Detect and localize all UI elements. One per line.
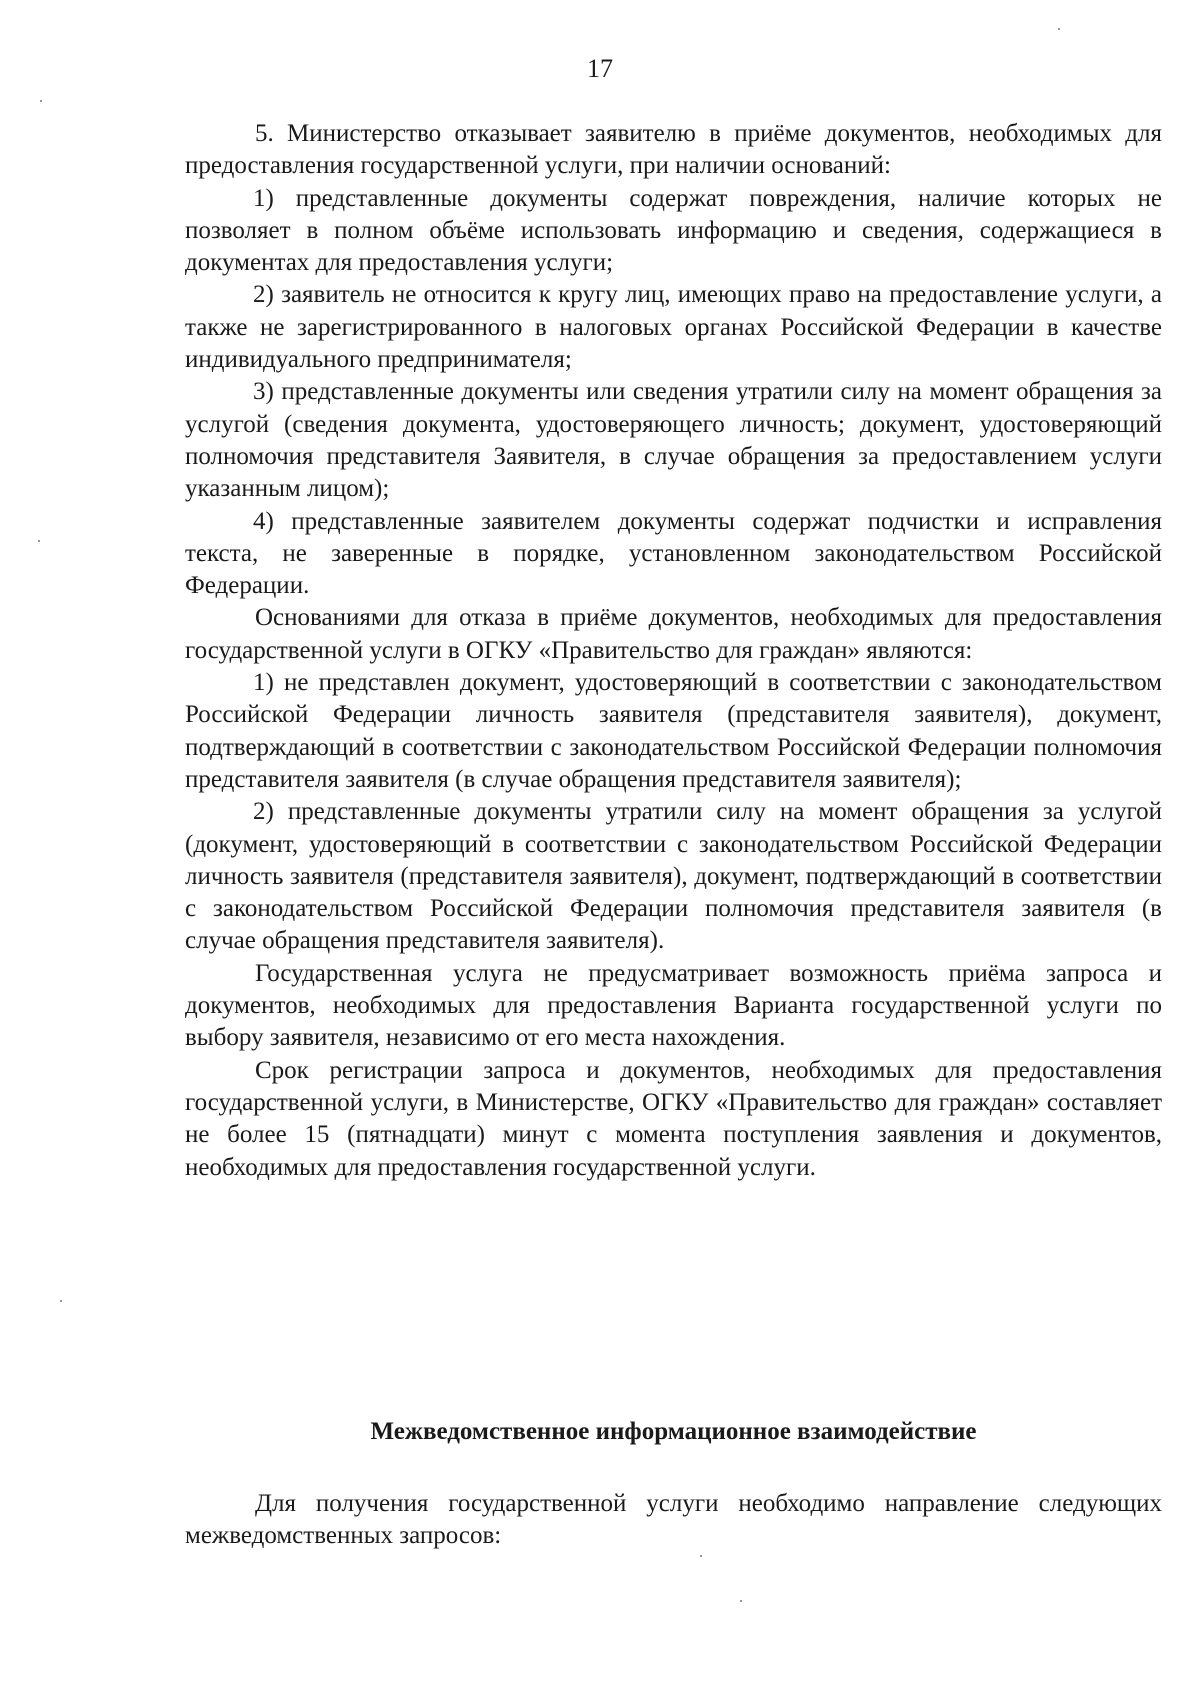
page-number: 17 — [587, 54, 613, 83]
paragraph-extraterritorial: Государственная услуга не предусматривает возможность приёма запроса и документов, необходимых для предоставления Варианта государственной услуги по выбору заявителя, независимо от его места нахождения. — [185, 959, 1162, 1052]
section-heading: Межведомственное информационное взаимодействие — [370, 1418, 977, 1445]
paragraph-interagency-requests: Для получения государственной услуги необходимо направление следующих межведомственных запросов: — [185, 1490, 1162, 1550]
scan-speck — [740, 1600, 742, 1602]
list-item: 2) заявитель не относится к кругу лиц, имеющих право на предоставление услуги, а также не зарегистрированного в налоговых органах Российской Федерации в качестве индивидуального предпринимателя; — [185, 281, 1162, 374]
scan-speck — [60, 1300, 62, 1302]
list-item: 1) не представлен документ, удостоверяющий в соответствии с законодательством Российской Федерации личность заявителя (представителя заявителя), документ, подтверждающий в соответствии с законодательством Российской Федерации полномочия представителя заявителя (в случае обращения представителя заявителя); — [185, 669, 1162, 793]
paragraph-registration-term: Срок регистрации запроса и документов, необходимых для предоставления государственной услуги, в Министерстве, ОГКУ «Правительство для граждан» составляет не более 15 (пятнадцати) минут с момента поступления заявления и документов, необходимых для предоставления государственной услуги. — [185, 1056, 1162, 1181]
paragraph-refusal-grounds: 5. Министерство отказывает заявителю в приёме документов, необходимых для предоставления государственной услуги, при наличии оснований: — [185, 120, 1162, 180]
list-item: 2) представленные документы утратили силу на момент обращения за услугой (документ, удостоверяющий в соответствии с законодательством Российской Федерации личность заявителя (представителя заявителя), документ, подтверждающий в соответствии с законодательством Российской Федерации полномочия представителя заявителя (в случае обращения представителя заявителя). — [185, 798, 1162, 955]
scan-speck — [1058, 28, 1060, 30]
scan-speck — [38, 540, 40, 542]
paragraph-ogku-grounds: Основаниями для отказа в приёме документов, необходимых для предоставления государственной услуги в ОГКУ «Правительство для граждан» являются: — [185, 604, 1162, 664]
scan-speck — [40, 100, 42, 102]
scan-speck — [700, 1555, 702, 1557]
section-body — [185, 1488, 1162, 1553]
document-body — [185, 118, 1162, 1184]
list-item: 1) представленные документы содержат повреждения, наличие которых не позволяет в полном объёме использовать информацию и сведения, содержащиеся в документах для предоставления услуги; — [185, 184, 1162, 277]
list-item: 3) представленные документы или сведения утратили силу на момент обращения за услугой (сведения документа, удостоверяющего личность; документ, удостоверяющий полномочия представителя Заявителя, в случае обращения за предоставлением услуги указанным лицом); — [185, 378, 1162, 503]
list-item: 4) представленные заявителем документы содержат подчистки и исправления текста, не заверенные в порядке, установленном законодательством Российской Федерации. — [185, 507, 1162, 600]
